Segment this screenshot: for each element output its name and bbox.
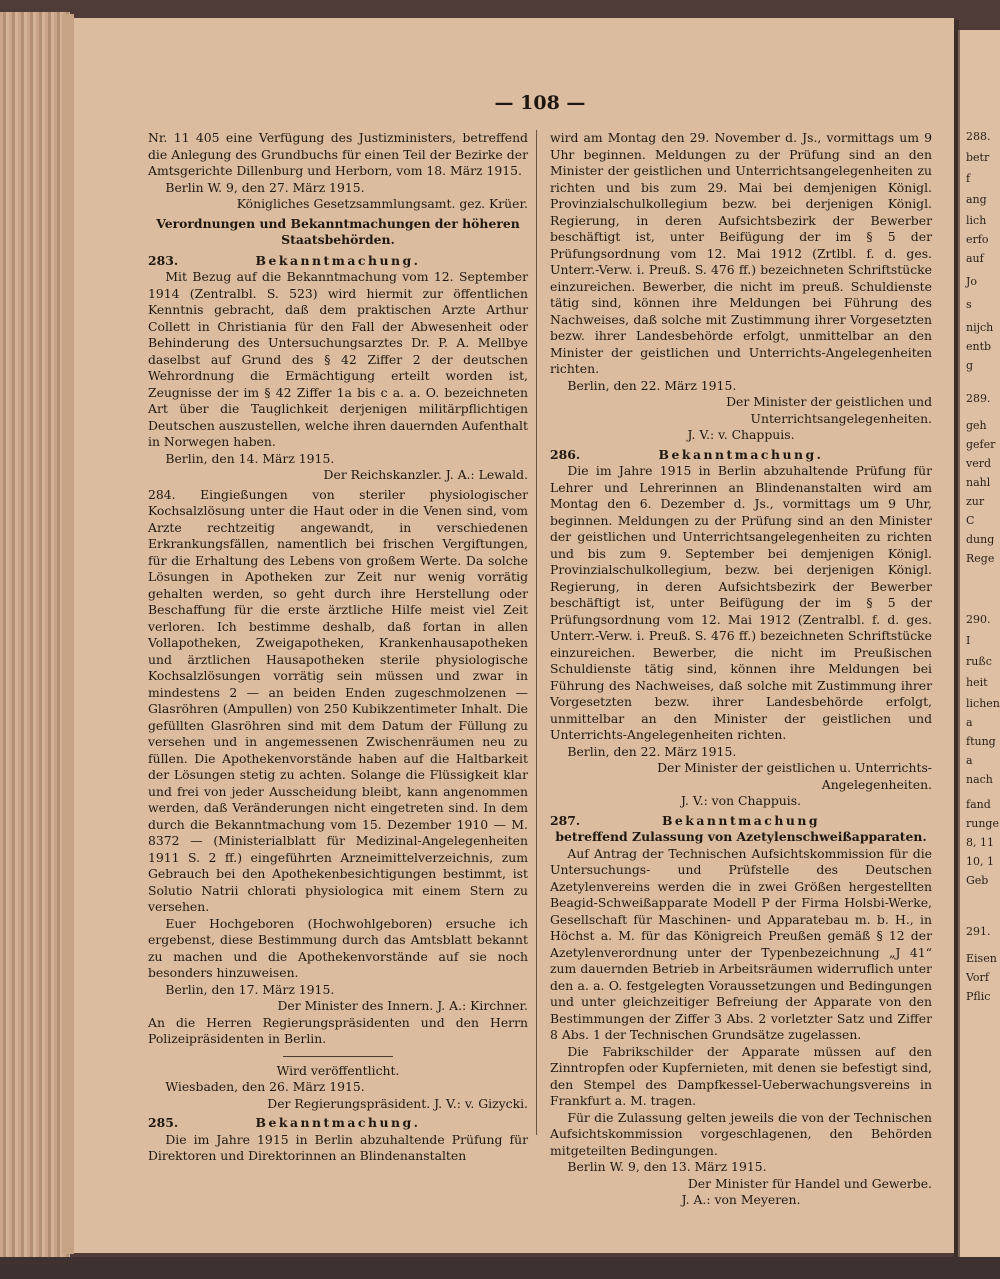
edge-fragment: nahl bbox=[966, 476, 991, 489]
edge-fragment: fand bbox=[966, 798, 991, 811]
edge-fragment: Rege bbox=[966, 552, 995, 565]
edge-fragment: 290. bbox=[966, 613, 991, 626]
body-287-c: Für die Zulassung gelten jeweils die von der Technischen Aufsichtskommission vorgeschlagenen, den Behörden mitgeteilten Bedingungen. bbox=[550, 1109, 932, 1158]
right-column bbox=[550, 130, 932, 1209]
edge-fragment: a bbox=[966, 754, 973, 767]
signature-284: Der Minister des Innern. J. A.: Kirchner. bbox=[277, 998, 528, 1013]
edge-fragment: 8, 11 bbox=[966, 836, 994, 849]
heading-287 bbox=[550, 813, 932, 830]
title-286: Bekanntmachung. bbox=[658, 446, 824, 462]
signature-287-name: J. A.: von Meyeren. bbox=[681, 1192, 801, 1207]
body-285-continued: wird am Montag den 29. November d. Js., vormittags um 9 Uhr beginnen. Meldungen zu der Prüfung sind an den Minister der geistlichen und Unterrichtsangelegenheiten zu richten und bis zum 29. Mai bei demjenigen Königl. Provinzialschulkollegium bezw. bei derjenigen Königl. Regierung, in deren Aufsichtsbezirk der Bewerber beschäftigt ist, unter Beifügung der im § 5 der Prüfungsordnung vom 12. Mai 1912 (Zrtlbl. f. d. ges. Unterr.-Verw. i. Preuß. S. 476 ff.) bezeichneten Schriftstücke einzureichen. Bewerber, die nicht im preuß. Schuldienste tätig sind, können ihre Meldungen bei Führung des Nachweises, daß solche mit Zustimmung ihrer Vorgesetzten bezw. ihrer Landesbehörde erfolgt, unmittelbar an den Minister der geistlichen und Unterrichts-Angelegenheiten richten. bbox=[550, 130, 932, 376]
notice-11405: Nr. 11 405 eine Verfügung des Justizministers, betreffend die Anlegung des Grundbuchs für einen Teil der Bezirke der Amtsgerichte Dillenburg und Herborn, vom 18. März 1915. bbox=[148, 130, 528, 178]
date-285: Berlin, den 22. März 1915. bbox=[567, 377, 737, 393]
addressee-284: An die Herren Regierungspräsidenten und den Herrn Polizeipräsidenten in Berlin. bbox=[148, 1014, 528, 1046]
edge-fragment: ang bbox=[966, 193, 987, 206]
date-284: Berlin, den 17. März 1915. bbox=[165, 981, 335, 997]
number-287: 287. bbox=[550, 812, 581, 828]
edge-fragment: nijch bbox=[966, 321, 994, 334]
edge-fragment: nach bbox=[966, 773, 993, 786]
edge-fragment: C bbox=[966, 514, 975, 527]
title-285: Bekanntmachung. bbox=[255, 1115, 421, 1130]
notice-11405-signature: Königliches Gesetzsammlungsamt. gez. Krüer. bbox=[236, 196, 528, 211]
published-note: Wird veröffentlicht. bbox=[276, 1062, 400, 1078]
edge-fragment: f bbox=[966, 172, 971, 185]
edge-fragment: zur bbox=[966, 495, 985, 508]
date-286: Berlin, den 22. März 1915. bbox=[567, 743, 737, 759]
heading-285 bbox=[148, 1115, 528, 1132]
separator-rule bbox=[283, 1056, 393, 1057]
edge-fragment: heit bbox=[966, 676, 988, 689]
edge-fragment: 288. bbox=[966, 130, 991, 143]
edge-fragment: Vorf bbox=[966, 971, 989, 984]
next-page-fragments bbox=[966, 130, 1000, 1003]
edge-fragment: auf bbox=[966, 252, 984, 265]
number-286: 286. bbox=[550, 446, 581, 462]
column-divider bbox=[536, 130, 537, 1135]
left-column bbox=[148, 130, 528, 1165]
published-signature: Der Regierungspräsident. J. V.: v. Gizycki. bbox=[267, 1095, 528, 1111]
scan-background bbox=[0, 1257, 1000, 1279]
heading-286 bbox=[550, 447, 932, 464]
edge-fragment: lich bbox=[966, 214, 987, 227]
edge-fragment: s bbox=[966, 298, 972, 311]
edge-fragment: 291. bbox=[966, 925, 991, 938]
body-286: Die im Jahre 1915 in Berlin abzuhaltende Prüfung für Lehrer und Lehrerinnen an Blindenanstalten wird am Montag den 6. Dezember d. Js., vormittags um 9 Uhr, beginnen. Meldungen zu der Prüfung sind an den Minister der geistlichen und Unterrichtsangelegenheiten zu richten und bis zum 9. September bei demjenigen Königl. Provinzialschulkollegium, bezw. bei derjenigen Königl. Regierung, in deren Aufsichtsbezirk der Bewerber beschäftigt ist, unter Beifügung der im § 5 der Prüfungsordnung vom 12. Mai 1912 (Zentralbl. f. d. ges. Unterr.-Verw. i. Preuß. S. 476 ff.) bezeichneten Schriftstücke einzureichen. Bewerber, die nicht im Preußischen Schuldienste tätig sind, können ihre Meldungen bei Führung des Nachweises, daß solche mit Zustimmung ihrer Vorgesetzten bezw. ihrer Landesbehörde erfolgt, unmittelbar an den Minister der geistlichen und Unterrichts-Angelegenheiten richten. bbox=[550, 463, 932, 742]
title-287: Bekanntmachung bbox=[661, 812, 821, 828]
edge-fragment: verd bbox=[966, 457, 992, 470]
edge-fragment: 289. bbox=[966, 392, 991, 405]
body-284-request: Euer Hochgeboren (Hochwohlgeboren) ersuche ich ergebenst, diese Bestimmung durch das Amtsblatt bekannt zu machen und die Apothekenvorstände auf sie noch besonders hinzuweisen. bbox=[148, 915, 528, 980]
section-heading: Verordnungen und Bekanntmachungen der höheren Staatsbehörden. bbox=[156, 215, 520, 247]
date-283: Berlin, den 14. März 1915. bbox=[165, 450, 335, 466]
subtitle-287: betreffend Zulassung von Azetylenschweißapparaten. bbox=[555, 829, 927, 844]
edge-fragment: g bbox=[966, 359, 974, 372]
signature-283: Der Reichskanzler. J. A.: Lewald. bbox=[323, 467, 528, 482]
body-283: Mit Bezug auf die Bekanntmachung vom 12. September 1914 (Zentralbl. S. 523) wird hiermit zur öffentlichen Kenntnis gebracht, daß dem praktischen Arzte Arthur Collett in Christiania für den Fall der Abwesenheit oder Behinderung des Untersuchungsarztes Dr. P. A. Mellbye daselbst auf Grund des § 42 Ziffer 2 der deutschen Wehrordnung die Ermächtigung erteilt worden ist, Zeugnisse der im § 42 Ziffer 1a bis c a. a. O. bezeichneten Art über die Tauglichkeit derjenigen militärpflichtigen Deutschen auszustellen, welche ihren dauernden Aufenthalt in Norwegen haben. bbox=[148, 269, 528, 449]
signature-286-name: J. V.: von Chappuis. bbox=[680, 793, 802, 808]
heading-283 bbox=[148, 253, 528, 270]
body-285-start: Die im Jahre 1915 in Berlin abzuhaltende Prüfung für Direktoren und Direktorinnen an Blindenanstalten bbox=[148, 1131, 528, 1163]
edge-fragment: runge bbox=[966, 817, 999, 830]
edge-fragment: betr bbox=[966, 151, 990, 164]
body-287-b: Die Fabrikschilder der Apparate müssen auf den Zinntropfen oder Kupfernieten, mit denen sie befestigt sind, den Stempel des Dampfkessel-Ueberwachungsvereins in Frankfurt a. M. tragen. bbox=[550, 1043, 932, 1108]
notice-11405-date: Berlin W. 9, den 27. März 1915. bbox=[165, 179, 365, 195]
edge-fragment: lichen bbox=[966, 697, 1000, 710]
body-287-a: Auf Antrag der Technischen Aufsichtskommission für die Untersuchungs- und Prüfstelle des Deutschen Azetylenvereins werden die in zwei Größen hergestellten Beagid-Schweißapparate Modell P der Firma Holsbi-Werke, Gesellschaft für Maschinen- und Apparatebau m. b. H., in Höchst a. M. für das Königreich Preußen gemäß § 12 der Azetylenverordnung unter der Typenbezeichnung „J 41“ zum dauernden Betrieb in Arbeitsräumen widerruflich unter den a. a. O. festgelegten Voraussetzungen und Bedingungen und unter gleichzeitiger Befreiung der Apparate von den Bestimmungen der Ziffer 3 Abs. 2 vorletzter Satz und Ziffer 8 Abs. 1 der Technischen Grundsätze zugelassen. bbox=[550, 845, 932, 1042]
edge-fragment: Geb bbox=[966, 874, 989, 887]
edge-fragment: entb bbox=[966, 340, 992, 353]
date-287: Berlin W. 9, den 13. März 1915. bbox=[567, 1159, 767, 1174]
edge-fragment: a bbox=[966, 716, 973, 729]
published-date: Wiesbaden, den 26. März 1915. bbox=[165, 1079, 365, 1094]
edge-fragment: Eisen bbox=[966, 952, 997, 965]
edge-fragment: gefer bbox=[966, 438, 996, 451]
edge-fragment: ftung bbox=[966, 735, 996, 748]
edge-fragment: 10, 1 bbox=[966, 855, 994, 868]
body-284: 284. Eingießungen von steriler physiologischer Kochsalzlösung unter die Haut oder in die Venen sind, vom Arzte rechtzeitig angewandt, in verschiedenen Erkrankungsfällen, namentlich bei frischen Vergiftungen, für die Erhaltung des Lebens von großem Werte. Da solche Lösungen in Apotheken zur Zeit nur wenig vorrätig gehalten werden, so geht durch ihre Herstellung oder Beschaffung für die erste ärztliche Hilfe meist viel Zeit verloren. Ich bestimme deshalb, daß fortan in allen Vollapotheken, Zweigapotheken, Krankenhausapotheken und ärztlichen Hausapotheken sterile physiologische Kochsalzlösungen vorrätig sein müssen und zwar in mindestens 2 — an beiden Enden zugeschmolzenen — Glasröhren (Ampullen) von 250 Kubikzentimeter Inhalt. Die gefüllten Glasröhren sind mit dem Datum der Füllung zu versehen und in angemessenen Zwischenräumen neu zu füllen. Die Apothekenvorstände haben auf die Haltbarkeit der Lösungen stetig zu achten. Solange die Flüssigkeit klar und frei von jeder Ausscheidung bleibt, kann angenommen werden, daß Veränderungen nicht eingetreten sind. In dem durch die Bekanntmachung vom 15. Dezember 1910 — M. 8372 — (Ministerialblatt für Medizinal-Angelegenheiten 1911 S. 2 ff.) eingeführten Arzneimittelverzeichnis, zum Gebrauch bei den Apothekenbesichtigungen bestimmt, ist Solutio Natrii chlorati physiologica mit einem Stern zu versehen. bbox=[148, 486, 528, 914]
number-285: 285. bbox=[148, 1115, 179, 1130]
signature-285-name: J. V.: v. Chappuis. bbox=[687, 427, 795, 442]
book-binding bbox=[0, 12, 70, 1257]
signature-287-title: Der Minister für Handel und Gewerbe. bbox=[687, 1175, 932, 1191]
edge-fragment: geh bbox=[966, 419, 987, 432]
edge-fragment: rußc bbox=[966, 655, 992, 668]
edge-fragment: Pflic bbox=[966, 990, 991, 1003]
title-283: Bekanntmachung. bbox=[255, 252, 421, 268]
signature-285-title: Der Minister der geistlichen und Unterrichtsangelegenheiten. bbox=[726, 394, 932, 426]
signature-286-title: Der Minister der geistlichen u. Unterrichts-Angelegenheiten. bbox=[657, 760, 932, 792]
page-number: — 108 — bbox=[494, 92, 586, 114]
page-gutter bbox=[62, 14, 74, 1254]
number-283: 283. bbox=[148, 252, 179, 268]
edge-fragment: I bbox=[966, 634, 971, 647]
edge-fragment: erfo bbox=[966, 233, 989, 246]
edge-fragment: Jo bbox=[966, 275, 978, 288]
edge-fragment: dung bbox=[966, 533, 995, 546]
